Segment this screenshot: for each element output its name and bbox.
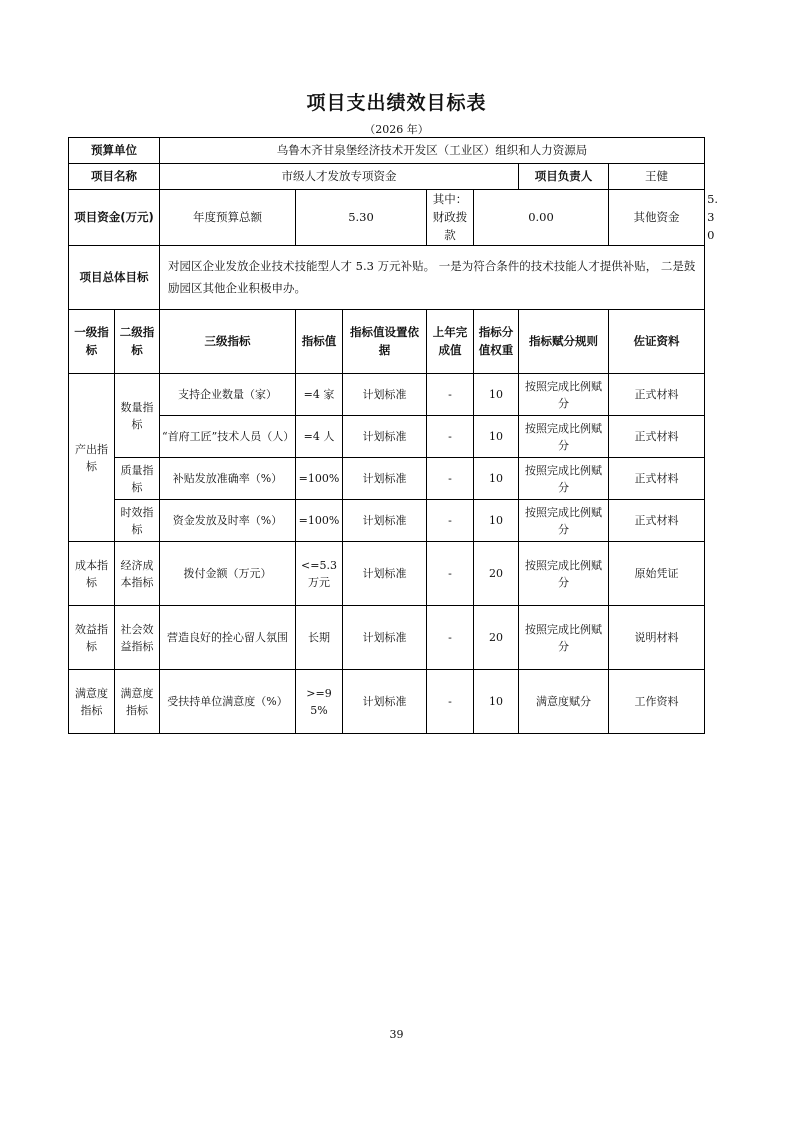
header-basis: 指标值设置依据 (343, 310, 427, 374)
row-basis: 计划标准 (343, 374, 427, 416)
row-last-year: - (427, 670, 474, 734)
row-weight: 10 (474, 458, 519, 500)
row-last-year: - (427, 606, 474, 670)
goal-value: 对园区企业发放企业技术技能型人才 5.3 万元补贴。 一是为符合条件的技术技能人才提供补贴， 二是鼓励园区其他企业积极申办。 (160, 246, 705, 310)
row-basis: 计划标准 (343, 458, 427, 500)
row-weight: 10 (474, 500, 519, 542)
row-l1: 产出指标 (69, 374, 115, 542)
year-label: （2026 年） (364, 123, 429, 136)
row-value: >=95% (296, 670, 343, 734)
row-evidence: 正式材料 (609, 458, 705, 500)
annual-total-label: 年度预算总额 (160, 190, 296, 246)
table-row (69, 500, 705, 542)
table-row (69, 416, 705, 458)
project-name-label: 项目名称 (69, 164, 160, 190)
header-last-year: 上年完成值 (427, 310, 474, 374)
row-rule: 按照完成比例赋分 (519, 542, 609, 606)
row-l1: 成本指标 (69, 542, 115, 606)
table-row (69, 458, 705, 500)
row-rule: 按照完成比例赋分 (519, 416, 609, 458)
row-l2: 数量指标 (115, 374, 160, 458)
row-last-year: - (427, 416, 474, 458)
row-rule: 按照完成比例赋分 (519, 500, 609, 542)
annual-total-value: 5.30 (296, 190, 427, 246)
page-title: 项目支出绩效目标表 (306, 92, 487, 114)
row-last-year: - (427, 500, 474, 542)
row-basis: 计划标准 (343, 542, 427, 606)
row-weight: 10 (474, 670, 519, 734)
row-evidence: 工作资料 (609, 670, 705, 734)
row-rule: 按照完成比例赋分 (519, 606, 609, 670)
row-value: <=5.3 万元 (296, 542, 343, 606)
row-weight: 10 (474, 374, 519, 416)
header-weight: 指标分值权重 (474, 310, 519, 374)
row-rule: 按照完成比例赋分 (519, 374, 609, 416)
row-l2: 社会效益指标 (115, 606, 160, 670)
row-evidence: 正式材料 (609, 416, 705, 458)
header-row (69, 310, 705, 374)
row-l2: 满意度指标 (115, 670, 160, 734)
row-evidence: 原始凭证 (609, 542, 705, 606)
row-basis: 计划标准 (343, 670, 427, 734)
funds-label: 项目资金(万元) (69, 190, 160, 246)
table-row (69, 670, 705, 734)
page-number: 39 (389, 1028, 404, 1041)
budget-unit-label: 预算单位 (69, 138, 160, 164)
row-weight: 20 (474, 542, 519, 606)
fiscal-value: 0.00 (474, 190, 609, 246)
row-value: =100% (296, 458, 343, 500)
budget-unit-value: 乌鲁木齐甘泉堡经济技术开发区（工业区）组织和人力资源局 (160, 138, 705, 164)
row-value: 长期 (296, 606, 343, 670)
row-l1: 效益指标 (69, 606, 115, 670)
goal-label: 项目总体目标 (69, 246, 160, 310)
row-evidence: 正式材料 (609, 374, 705, 416)
row-l2: 质量指标 (115, 458, 160, 500)
project-leader-label: 项目负责人 (519, 164, 609, 190)
row-l3: 支持企业数量（家） (160, 374, 296, 416)
row-rule: 按照完成比例赋分 (519, 458, 609, 500)
project-name-value: 市级人才发放专项资金 (160, 164, 519, 190)
goal-row (69, 246, 705, 310)
row-last-year: - (427, 542, 474, 606)
row-basis: 计划标准 (343, 416, 427, 458)
row-l3: 受扶持单位满意度（%） (160, 670, 296, 734)
other-funds-label: 其他资金 (609, 190, 705, 246)
project-leader-value: 王健 (609, 164, 705, 190)
row-l2: 时效指标 (115, 500, 160, 542)
row-evidence: 说明材料 (609, 606, 705, 670)
funds-row: 项目资金(万元) 年度预算总额 5.30 其中：财政拨款 0.00 其他资金 5.30 (69, 190, 705, 246)
row-value: =100% (296, 500, 343, 542)
row-l2: 经济成本指标 (115, 542, 160, 606)
row-basis: 计划标准 (343, 606, 427, 670)
fiscal-label: 其中：财政拨款 (427, 190, 474, 246)
row-value: =4 家 (296, 374, 343, 416)
header-l1: 一级指标 (69, 310, 115, 374)
row-last-year: - (427, 374, 474, 416)
row-l1: 满意度指标 (69, 670, 115, 734)
header-value: 指标值 (296, 310, 343, 374)
header-rule: 指标赋分规则 (519, 310, 609, 374)
row-evidence: 正式材料 (609, 500, 705, 542)
row-l3: 拨付金额（万元） (160, 542, 296, 606)
table-row (69, 374, 705, 416)
table-row (69, 606, 705, 670)
budget-unit-row (69, 138, 705, 164)
header-l3: 三级指标 (160, 310, 296, 374)
header-evidence: 佐证资料 (609, 310, 705, 374)
row-basis: 计划标准 (343, 500, 427, 542)
header-l2: 二级指标 (115, 310, 160, 374)
row-l3: 补贴发放准确率（%） (160, 458, 296, 500)
row-last-year: - (427, 458, 474, 500)
row-l3: 营造良好的拴心留人氛围 (160, 606, 296, 670)
row-value: =4 人 (296, 416, 343, 458)
row-weight: 20 (474, 606, 519, 670)
row-l3: “首府工匠”技术人员（人） (160, 416, 296, 458)
table-row (69, 542, 705, 606)
row-rule: 满意度赋分 (519, 670, 609, 734)
project-name-row (69, 164, 705, 190)
row-l3: 资金发放及时率（%） (160, 500, 296, 542)
performance-table (68, 137, 719, 734)
row-weight: 10 (474, 416, 519, 458)
